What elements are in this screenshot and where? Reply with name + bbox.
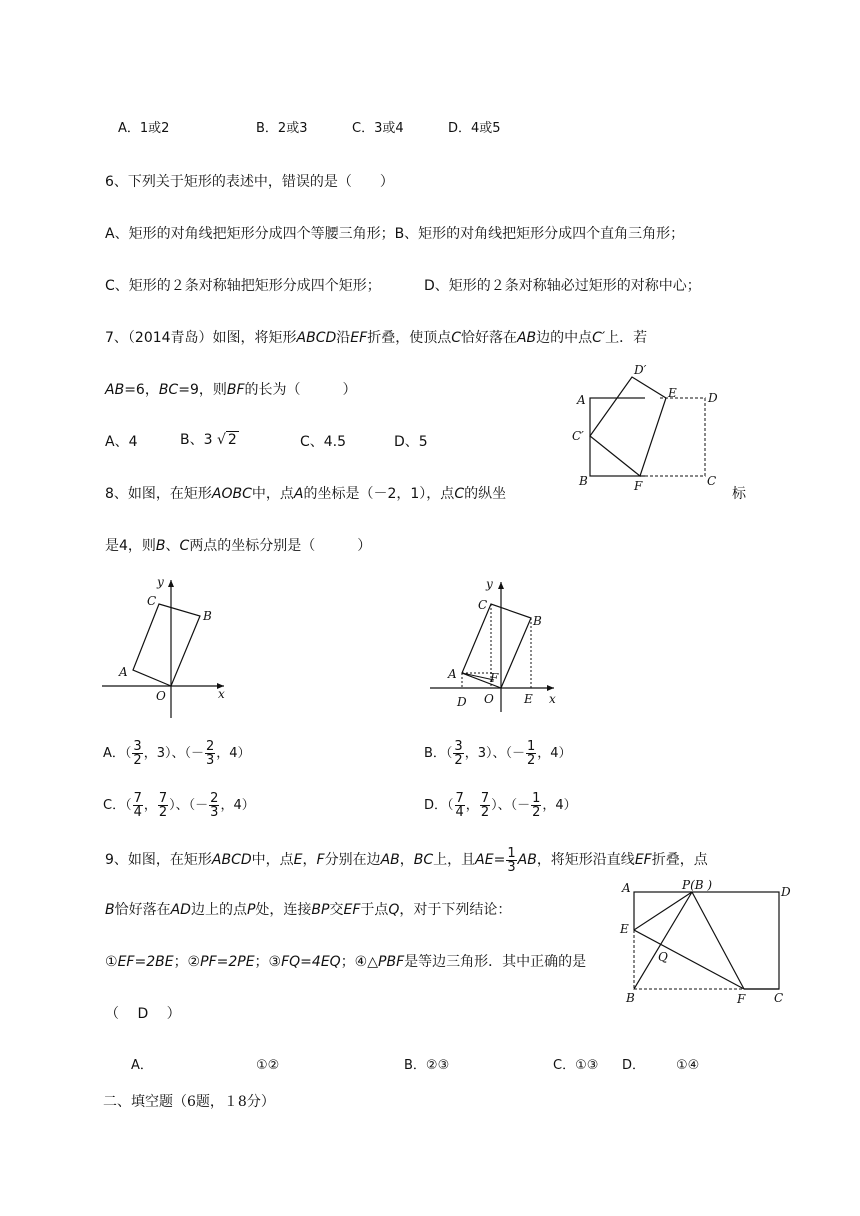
q8-fig1-label-x: x: [218, 687, 225, 701]
q9-figure: [616, 876, 796, 1008]
q9-answer: （ D ）: [105, 1006, 181, 1022]
q8-fig2-label-c: C: [478, 598, 488, 612]
q9-option-b: B．②③: [404, 1058, 450, 1073]
q9-label-b: B: [626, 991, 635, 1005]
q7-given: AB=6，BC=9，则BF的长为（ ）: [105, 382, 357, 398]
q9-label-e: E: [620, 922, 629, 936]
q5-option-b: B．2或3: [256, 121, 308, 136]
q8-fig1-label-y: y: [157, 575, 164, 589]
q8-option-a: A．（ $\frac{3}{2}$ ，3）、（－ $\frac{2}{3}$ ，4）: [103, 739, 251, 768]
q7-option-d: D、5: [394, 434, 428, 450]
q6-options-ab: A、矩形的对角线把矩形分成四个等腰三角形；B、矩形的对角线把矩形分成四个直角三角形；: [105, 226, 685, 242]
q8-fig2-label-a: A: [448, 667, 457, 681]
q8-fig1-label-o: O: [156, 689, 166, 703]
q9-conclusions: ①EF=2BE；②PF=2PE；③FQ=4EQ；④△PBF是等边三角形．其中正确的是: [105, 954, 587, 970]
q7-option-a: A、4: [105, 434, 138, 450]
q9-option-a-value: ①②: [256, 1058, 280, 1073]
q9-rect-abcd: [634, 892, 779, 989]
q8-fig1-label-a: A: [119, 665, 128, 679]
q8-fig2-label-y: y: [486, 577, 493, 591]
q7-label-d: D: [708, 391, 718, 405]
q7-label-dprime: D′: [634, 363, 647, 377]
q7-label-c: C: [707, 474, 717, 488]
q5-option-a: A．1或2: [118, 121, 170, 136]
q8-stem: 8、如图，在矩形AOBC中，点A的坐标是（－2，1），点C的纵坐: [105, 486, 507, 502]
q9-stem-line2: B恰好落在AD边上的点P处，连接BP交EF于点Q，对于下列结论：: [105, 902, 512, 918]
q8-option-b: B．（ $\frac{3}{2}$ ，3）、（－ $\frac{1}{2}$ ，4）: [424, 739, 572, 768]
q8-fig2-label-o: O: [484, 692, 494, 706]
q9-option-d: D．: [622, 1058, 646, 1073]
q9-option-d-value: ①④: [676, 1058, 700, 1073]
q8-stem-tail: 标: [732, 486, 746, 502]
q7-label-b: B: [579, 474, 588, 488]
q9-label-f: F: [737, 992, 746, 1006]
q7-option-c: C、4.5: [300, 434, 347, 450]
q8-fig1-label-c: C: [147, 594, 157, 608]
q8-stem-line2: 是4，则B、C两点的坐标分别是（ ）: [105, 538, 372, 554]
q8-fig1-label-b: B: [203, 609, 212, 623]
q7-label-e: E: [668, 386, 677, 400]
q7-label-f: F: [634, 479, 643, 493]
q6-option-c: C、矩形的２条对称轴把矩形分成四个矩形；: [105, 278, 381, 294]
q7-label-cprime: C′: [572, 429, 584, 443]
q9-label-a: A: [622, 881, 631, 895]
q8-fig2-label-d: D: [457, 695, 467, 709]
q8-figure-2: [428, 572, 568, 717]
q8-fig2-label-f: F: [490, 671, 499, 685]
q9-option-c: C．①③: [553, 1058, 599, 1073]
q9-label-q: Q: [658, 950, 668, 964]
q6-option-d: D、矩形的２条对称轴必过矩形的对称中心；: [424, 278, 701, 294]
q8-option-d: D．（ $\frac{7}{4}$ ， $\frac{7}{2}$ ）、（－ $\frac{1}{2}$ ，4）: [424, 791, 577, 820]
q8-fig2-label-b: B: [533, 614, 542, 628]
q8-figure-1: [100, 572, 230, 722]
q8-fig2-label-x: x: [549, 692, 556, 706]
section-heading-fill-in: 二、填空题（6题，１8分）: [103, 1094, 275, 1110]
q8-option-c: C．（ $\frac{7}{4}$ ， $\frac{7}{2}$ ）、（－ $\frac{2}{3}$ ，4）: [103, 791, 255, 820]
q9-label-pb: P(B ): [682, 878, 713, 892]
q7-folded-shape: [590, 377, 666, 476]
q8-fig2-label-e: E: [524, 692, 533, 706]
q9-label-c: C: [774, 991, 784, 1005]
q5-option-d: D．4或5: [448, 121, 501, 136]
q6-stem: 6、下列关于矩形的表述中，错误的是（ ）: [105, 174, 394, 190]
q7-figure: [570, 360, 730, 495]
q7-rect-abcd: [590, 398, 705, 476]
q9-stem: 9、如图，在矩形ABCD中，点E，F分别在边AB，BC上，且AE= $\frac{1}{3}$ AB，将矩形沿直线EF折叠，点: [105, 845, 708, 875]
q7-label-a: A: [577, 393, 586, 407]
q7-stem: 7、（2014青岛）如图，将矩形ABCD沿EF折叠，使顶点C恰好落在AB边的中点C′上．若: [105, 330, 648, 346]
q8-fig1-rect: [133, 604, 200, 686]
q9-option-a: A．: [131, 1058, 153, 1073]
q7-option-b: B、3 √ 2: [180, 432, 237, 448]
q5-option-c: C．3或4: [352, 121, 404, 136]
q9-label-d: D: [781, 885, 791, 899]
